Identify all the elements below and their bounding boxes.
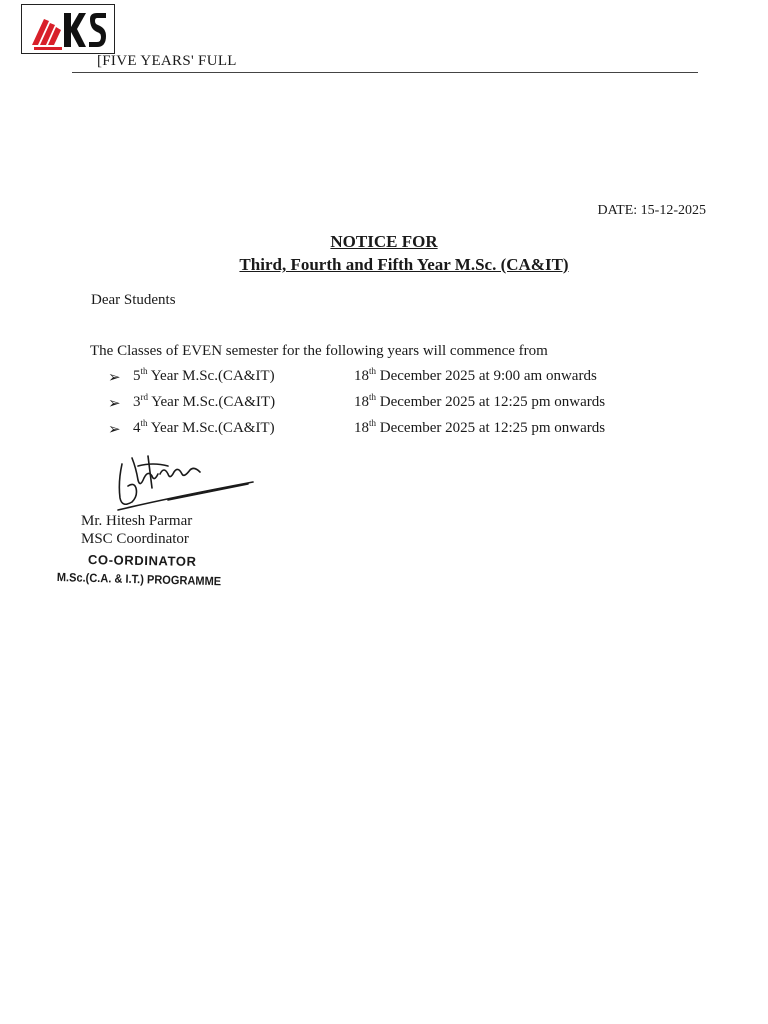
schedule-program: 3rd Year M.Sc.(CA&IT)	[133, 392, 276, 410]
arrow-bullet-icon: ➢	[108, 370, 121, 386]
schedule-program: 4th Year M.Sc.(CA&IT)	[133, 418, 275, 436]
intro-paragraph: The Classes of EVEN semester for the following years will commence from	[90, 343, 548, 359]
schedule-time: 18th December 2025 at 9:00 am onwards	[354, 366, 597, 384]
arrow-bullet-icon: ➢	[108, 422, 121, 438]
schedule-time: 18th December 2025 at 12:25 pm onwards	[354, 392, 606, 410]
header-divider	[72, 72, 698, 73]
arrow-bullet-icon: ➢	[108, 396, 121, 412]
schedule-row	[108, 420, 668, 444]
signatory-role: MSC Coordinator	[81, 531, 189, 547]
notice-title: NOTICE FOR	[330, 232, 438, 251]
schedule-time: 18th December 2025 at 12:25 pm onwards	[354, 418, 606, 436]
schedule-row	[108, 368, 668, 392]
notice-subtitle: Third, Fourth and Fifth Year M.Sc. (CA&IT)	[239, 255, 569, 274]
header-caption: [FIVE YEARS' FULL	[97, 53, 237, 69]
schedule-program: 5th Year M.Sc.(CA&IT)	[133, 366, 275, 384]
stamp-line-2: M.Sc.(C.A. & I.T.) PROGRAMME	[56, 570, 222, 589]
institute-logo	[21, 4, 115, 54]
salutation: Dear Students	[91, 292, 176, 308]
signature-icon	[108, 448, 258, 519]
stamp-line-1: CO-ORDINATOR	[87, 552, 197, 569]
notice-date: DATE: 15-12-2025	[597, 203, 706, 218]
ks-logo-icon	[22, 5, 114, 53]
signatory-name: Mr. Hitesh Parmar	[81, 513, 193, 529]
schedule-row	[108, 394, 668, 418]
